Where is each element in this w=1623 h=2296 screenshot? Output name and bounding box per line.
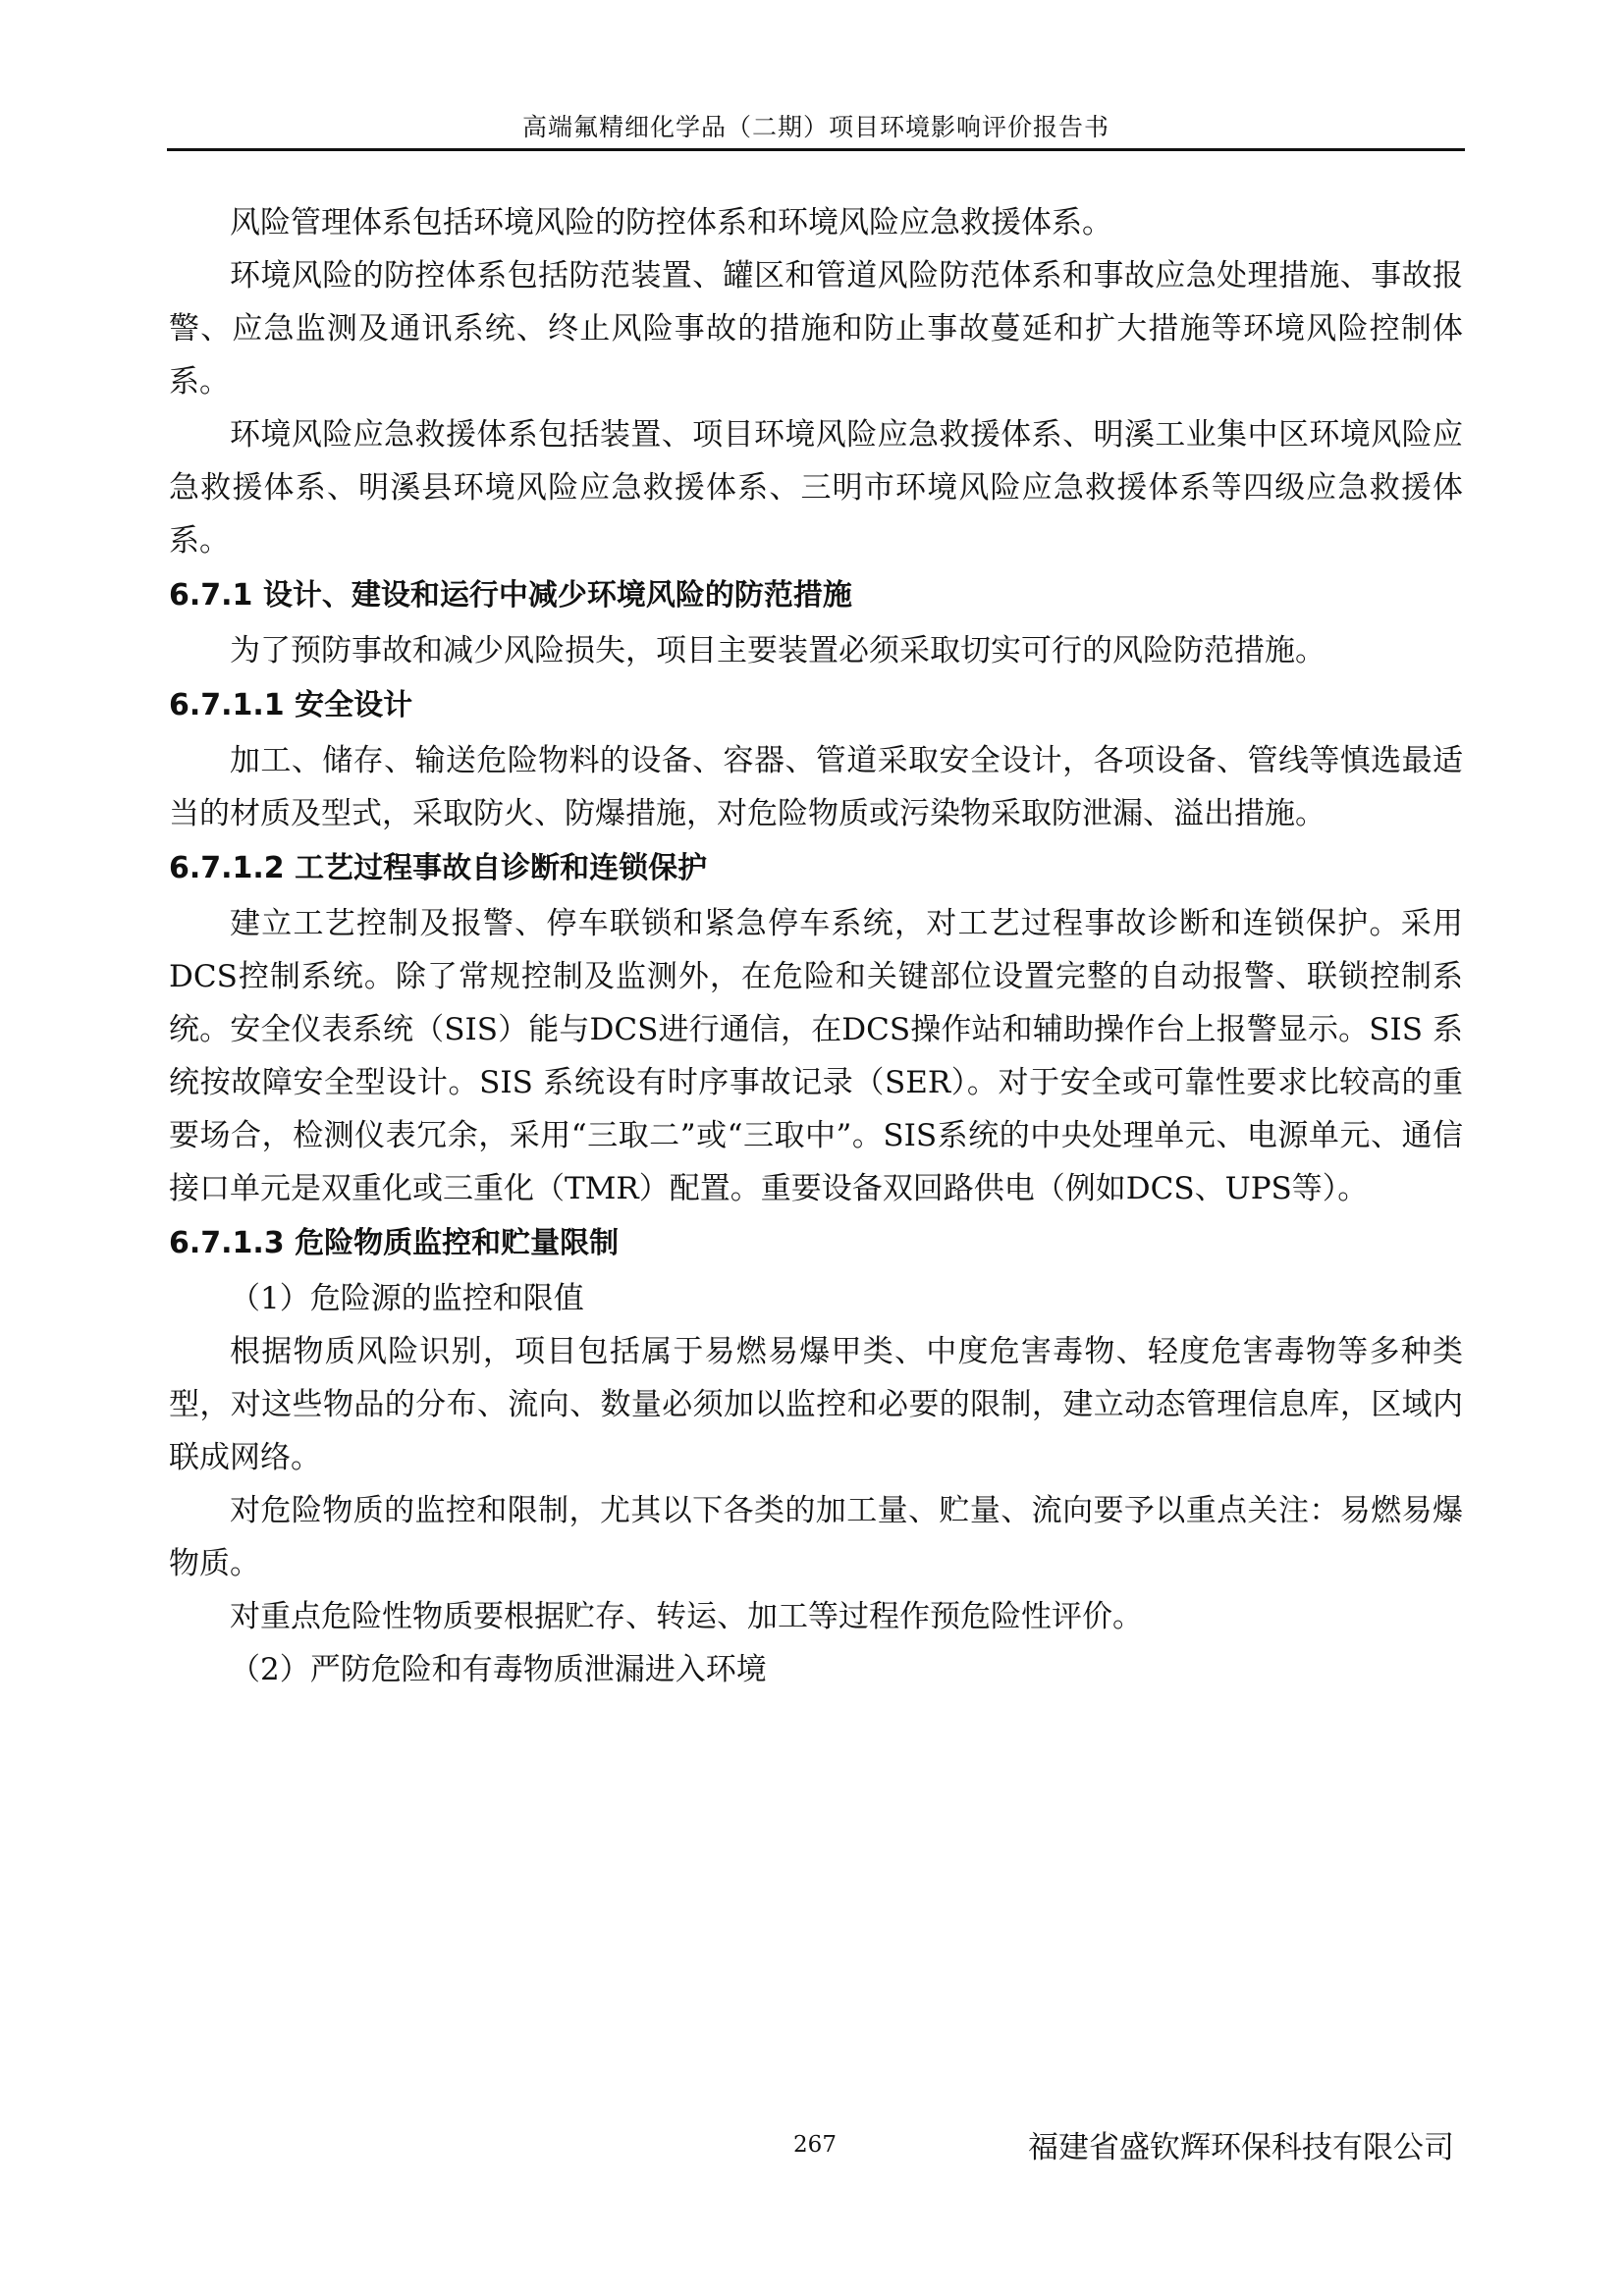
list-item: （1）危险源的监控和限值 <box>230 1281 584 1316</box>
paragraph: 对危险物质的监控和限制，尤其以下各类的加工量、贮量、流向要予以重点关注：易燃易爆物质。 <box>169 1493 1463 1581</box>
page-number: 267 <box>793 2132 837 2158</box>
paragraph: 建立工艺控制及报警、停车联锁和紧急停车系统，对工艺过程事故诊断和连锁保护。采用DCS控制系统。除了常规控制及监测外，在危险和关键部位设置完整的自动报警、联锁控制系统。安全仪表系统（SIS）能与DCS进行通信，在DCS操作站和辅助操作台上报警显示。SIS 系统按故障安全型设计。SIS 系统设有时序事故记录（SER）。对于安全或可靠性要求比较高的重要场合，检测仪表冗余，采用“三取二”或“三取中”。SIS系统的中央处理单元、电源单元、通信接口单元是双重化或三重化（TMR）配置。重要设备双回路供电（例如DCS、UPS等）。 <box>169 906 1463 1206</box>
list-item: （2）严防危险和有毒物质泄漏进入环境 <box>230 1652 767 1687</box>
paragraph: 环境风险应急救援体系包括装置、项目环境风险应急救援体系、明溪工业集中区环境风险应急救援体系、明溪县环境风险应急救援体系、三明市环境风险应急救援体系等四级应急救援体系。 <box>169 417 1463 559</box>
footer-company-name: 福建省盛钦辉环保科技有限公司 <box>1028 2130 1454 2165</box>
running-header-title: 高端氟精细化学品（二期）项目环境影响评价报告书 <box>521 113 1109 141</box>
paragraph: 为了预防事故和减少风险损失，项目主要装置必须采取切实可行的风险防范措施。 <box>230 633 1325 668</box>
paragraph: 加工、储存、输送危险物料的设备、容器、管道采取安全设计，各项设备、管线等慎选最适当的材质及型式，采取防火、防爆措施，对危险物质或污染物采取防泄漏、溢出措施。 <box>169 743 1463 831</box>
header-divider <box>167 148 1465 151</box>
paragraph: 环境风险的防控体系包括防范装置、罐区和管道风险防范体系和事故应急处理措施、事故报警、应急监测及通讯系统、终止风险事故的措施和防止事故蔓延和扩大措施等环境风险控制体系。 <box>169 258 1463 400</box>
section-heading-6-7-1-1: 6.7.1.1 安全设计 <box>169 688 413 722</box>
paragraph: 风险管理体系包括环境风险的防控体系和环境风险应急救援体系。 <box>230 205 1112 240</box>
paragraph: 对重点危险性物质要根据贮存、转运、加工等过程作预危险性评价。 <box>230 1599 1143 1634</box>
section-heading-6-7-1: 6.7.1 设计、建设和运行中减少环境风险的防范措施 <box>169 578 852 613</box>
document-body <box>169 196 1463 1696</box>
paragraph: 根据物质风险识别，项目包括属于易燃易爆甲类、中度危害毒物、轻度危害毒物等多种类型，对这些物品的分布、流向、数量必须加以监控和必要的限制，建立动态管理信息库，区域内联成网络。 <box>169 1334 1463 1475</box>
section-heading-6-7-1-3: 6.7.1.3 危险物质监控和贮量限制 <box>169 1226 620 1260</box>
section-heading-6-7-1-2: 6.7.1.2 工艺过程事故自诊断和连锁保护 <box>169 851 708 885</box>
